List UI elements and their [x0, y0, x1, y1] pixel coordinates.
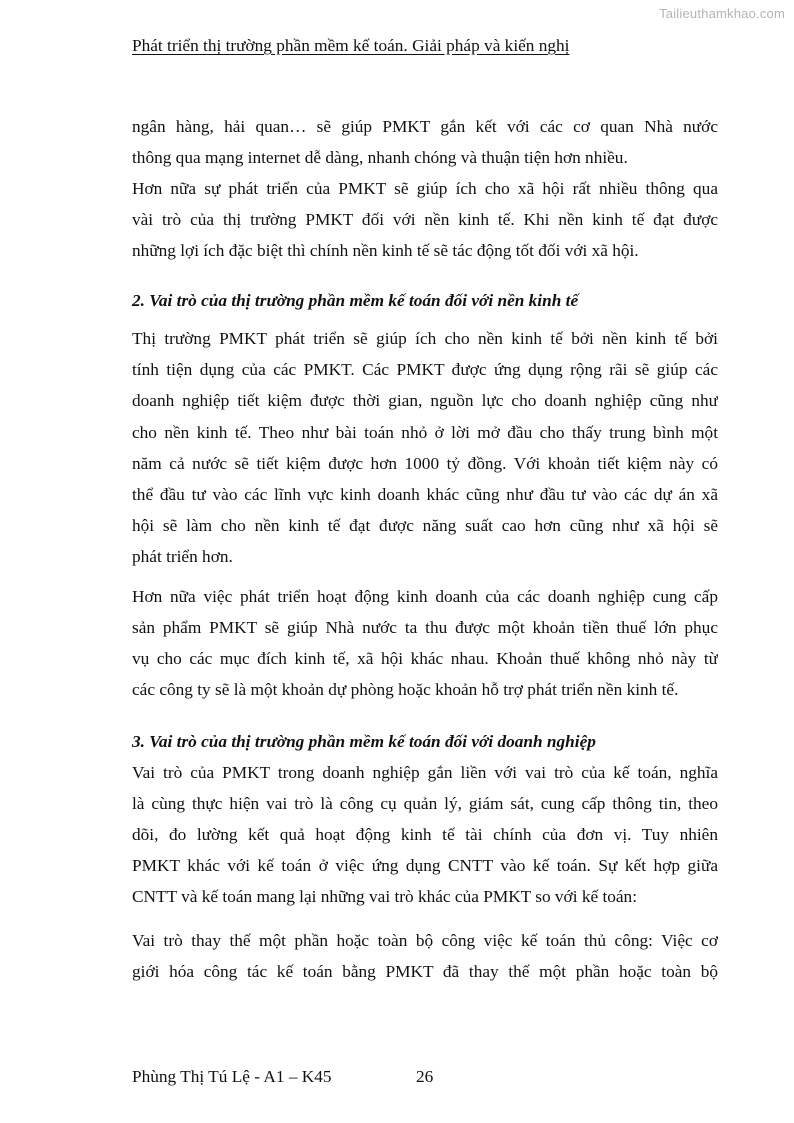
paragraph-line: Hơn nữa sự phát triển của PMKT sẽ giúp ích cho xã hội rất nhiều thông qua — [132, 179, 718, 198]
paragraph-line: PMKT khác với kế toán ở việc ứng dụng CNTT vào kế toán. Sự kết hợp giữa — [132, 856, 718, 875]
paragraph-line: CNTT và kế toán mang lại những vai trò khác của PMKT so với kế toán: — [132, 887, 638, 906]
paragraph-line: tính tiện dụng của các PMKT. Các PMKT được ứng dụng rộng rãi sẽ giúp các — [132, 360, 718, 379]
section-heading-2: 2. Vai trò của thị trường phần mềm kế toán đối với nền kinh tế — [132, 291, 579, 310]
paragraph-line: sản phẩm PMKT sẽ giúp Nhà nước ta thu được một khoản tiền thuế lớn phục — [132, 618, 718, 637]
paragraph-line: Hơn nữa việc phát triển hoạt động kinh doanh của các doanh nghiệp cung cấp — [132, 587, 718, 606]
paragraph-line: Thị trường PMKT phát triển sẽ giúp ích cho nền kinh tế bởi nền kinh tế bởi — [132, 329, 718, 348]
footer-author: Phùng Thị Tú Lệ - A1 – K45 — [132, 1067, 332, 1086]
watermark: Tailieuthamkhao.com — [659, 6, 785, 21]
paragraph-line: là cùng thực hiện vai trò là công cụ quản lý, giám sát, cung cấp thông tin, theo — [132, 794, 718, 813]
paragraph-line: Vai trò thay thế một phần hoặc toàn bộ công việc kế toán thủ công: Việc cơ — [132, 931, 718, 950]
section-heading-3: 3. Vai trò của thị trường phần mềm kế toán đối với doanh nghiệp — [132, 732, 596, 751]
paragraph-line: thể đầu tư vào các lĩnh vực kinh doanh khác cũng như đầu tư vào các dự án xã — [132, 485, 718, 504]
paragraph-line: ngân hàng, hải quan… sẽ giúp PMKT gắn kết với các cơ quan Nhà nước — [132, 117, 718, 136]
paragraph-line: thông qua mạng internet dễ dàng, nhanh chóng và thuận tiện hơn nhiều. — [132, 148, 628, 167]
paragraph-line: năm cả nước sẽ tiết kiệm được hơn 1000 tỷ đồng. Với khoản tiết kiệm này có — [132, 454, 718, 473]
paragraph-line: phát triển hơn. — [132, 547, 233, 566]
paragraph-line: doanh nghiệp tiết kiệm được thời gian, nguồn lực cho doanh nghiệp cũng như — [132, 391, 718, 410]
paragraph-line: những lợi ích đặc biệt thì chính nền kinh tế sẽ tác động tốt đối với xã hội. — [132, 241, 639, 260]
paragraph-line: vài trò của thị trường PMKT đối với nền kinh tế. Khi nền kinh tế đạt được — [132, 210, 718, 229]
paragraph-line: vụ cho các mục đích kinh tế, xã hội khác nhau. Khoản thuế không nhỏ này từ — [132, 649, 718, 668]
paragraph-line: các công ty sẽ là một khoản dự phòng hoặc khoản hỗ trợ phát triển nền kinh tế. — [132, 680, 679, 699]
paragraph-line: giới hóa công tác kế toán bằng PMKT đã thay thế một phần hoặc toàn bộ — [132, 962, 718, 981]
running-header: Phát triển thị trường phần mềm kế toán. Giải pháp và kiến nghị — [132, 36, 570, 55]
paragraph-line: cho nền kinh tế. Theo như bài toán nhỏ ở lời mở đầu cho thấy trung bình một — [132, 423, 718, 442]
page-number: 26 — [416, 1067, 434, 1086]
paragraph-line: dõi, đo lường kết quả hoạt động kinh tế tài chính của đơn vị. Tuy nhiên — [132, 825, 718, 844]
paragraph-line: hội sẽ làm cho nền kinh tế đạt được năng suất cao hơn cũng như xã hội sẽ — [132, 516, 718, 535]
paragraph-line: Vai trò của PMKT trong doanh nghiệp gắn liền với vai trò của kế toán, nghĩa — [132, 763, 718, 782]
